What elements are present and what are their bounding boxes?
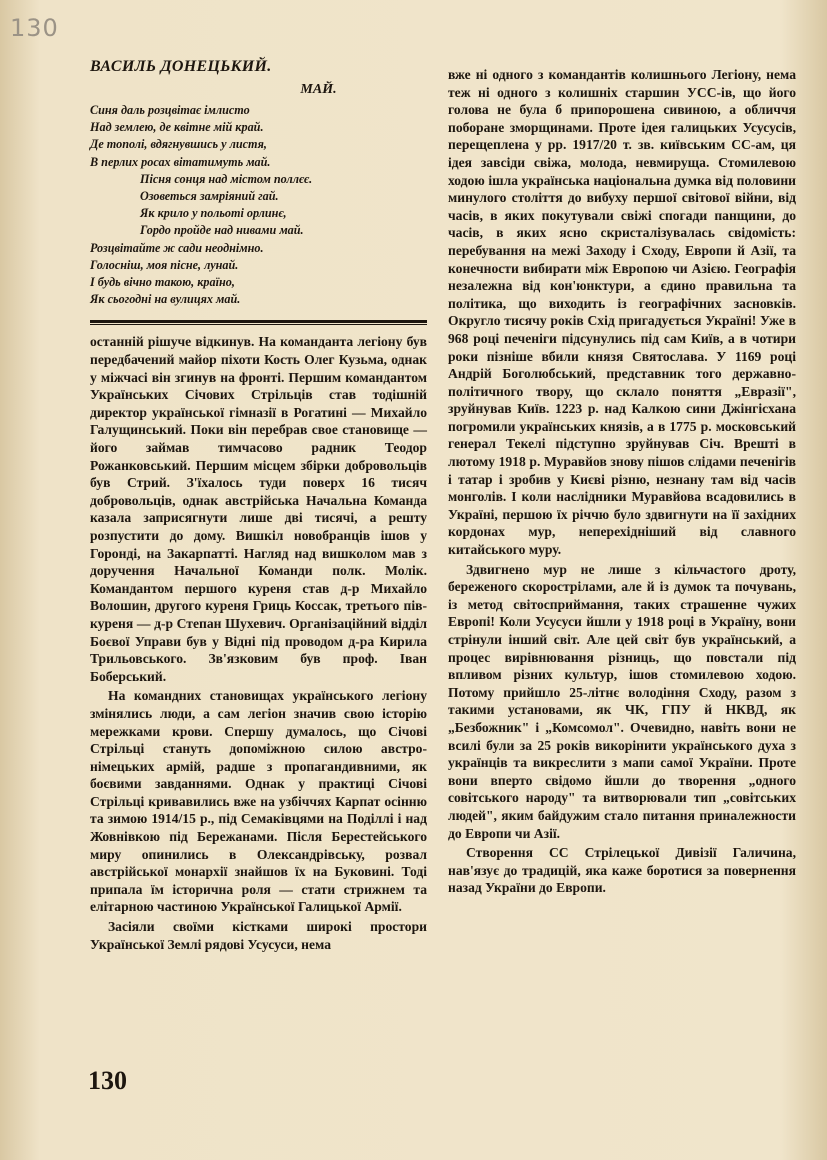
pencil-page-number: 130 [10,14,59,42]
article-paragraph: Створення СС Стрілецької Дивізії Галичина, нав'язує до традицій, яка каже боротися за повернення назад України до Европи. [448,845,796,896]
poem-line: Над землею, де квітне мій край. [90,120,264,135]
poem-line: Голосніш, моя пісне, лунай. [90,257,239,272]
article-paragraph: вже ні одного з командантів колишнього Легіону, нема теж ні одного з колишніх старшин УСС-ів, що його голова не була б припорошена сивиною, а обличчя поборане зморщинами. Проте ідея галицьких Усусусів, перещеплена у рр. 1917/20 т. зв. київським СС-ам, ця ідея завсіди свіжа, молода, невмируща. Стомилевою ходою ішла українська національна думка від половини минулого століття до вибуху першої світової війни, від часів, в яких покутували свіжі спогади панщини, до часів, в яких ясно скристалізувалась свідомість: перебування на межі Заходу і Сходу, Европи й Азії, та конечности вибирати між Европою чи Азією. Географія незалежна від кон'юнктури, а єдино правильна та політика, що виходить із географічних засновків. Округло тисячу років Схід пригадується Україні! Уже в 968 році печеніги підсунулись під сам Київ, а в чотири роки пізніше вбили князя Святослава. У 1169 році Андрій Боголюбський, представник того державно-політичного твору, що склало поняття „Евразії", зруйнував Київ. 1223 р. над Калкою сини Джінгісхана погромили українських князів, а в 1775 р. московський генерал Текелі підступно зруйнував Січ. Врешті в лютому 1918 р. Муравйов знову пішов слідами печенігів і татар і зробив у Києві різню, незнану там від часів монголів. І коли наслідники Муравйова всадовились в Україні, першою їх річчю було здвигнути на її західних кордонах мур, неперехідніший від славного китайського муру. [448,67,796,558]
article-paragraph: Засіяли своїми кістками широкі простори Української Землі рядові Усусуси, нема [90,919,427,952]
article-paragraph: Здвигнено мур не лише з кільчастого дроту, береженого скорострілами, але й із думок та почувань, із метод світосприймання, таких страшенне чужих Европі! Коли Усусуси йшли у 1918 році в Україну, вони стрінули інший світ. Але цей світ був український, а процес вирівнювання різниць, що повстали під впливом різних культур, ішов стомилевою ходою. Потому прийшло 25-літнє володіння Сходу, разом з такими установами, як ЧК, ГПУ й НКВД, як „Безбожник" і „Комсомол". Очевидно, навіть вони не всилі були за 25 років викорінити українського духа з українців та викреслити з мапи самої України. Проте вони вперто свідомо йшли до творення „одного совітського народу" та витворювали тип „совітських людей", яким байдужим стало питання приналежности до Европи чи Азії. [448,561,796,841]
poem-line: Озоветься замріяний гай. [140,189,279,204]
poem-title: МАЙ. [300,82,337,97]
poem-line: Як сьогодні на вулицях май. [90,292,241,307]
poem-divider [90,320,427,325]
poem-line: Де тополі, вдягнувшись у листя, [90,137,267,152]
poem-line: І будь вічно такою, країно, [90,275,235,290]
poem-line: Гордо пройде над нивами май. [140,223,304,238]
left-column [90,58,427,953]
poem-line: Як крило у польоті орлинє, [140,206,287,221]
poem-line: Розцвітайте ж сади неоднімно. [90,240,264,255]
article-paragraph: На командних становищах українського легіону змінялись люди, а сам легіон значив свою історію мережками крови. Спершу думалось, що Січові Стрільці стануть допоміжною силою австро-німецьких армій, радше з пропагандивними, як боєвими завданнями. Однак у практиці Січові Стрільці кривавились вже на узбіччях Карпат осінню та зимою 1914/15 р., під Семаківцями на Поділлі і над Жовнівкою під Бережанами. Після Берестейського миру опинились в Олександрівську, розвал австрійської монархії знайшов їх на Буковині. Тоді припала їм історична роля — стати стрижнем та елітарною частиною Української Галицької Армії. [90,688,427,915]
poem-line: Синя даль розцвітає імлисто [90,103,250,117]
poem-line: В перлих росах вітатимуть май. [90,154,271,169]
poem [90,102,427,308]
article-paragraph: останній рішуче відкинув. На команданта легіону був передбачений майор піхоти Кость Олег Кузьма, однак у міжчасі він згинув на фронті. Першим командантом Українських Січових Стрільців став тодішній директор української гімназії в Рогатині — Михайло Галущинський. Поки він перебрав свое становище — його займав тимчасово радник Теодор Рожанковський. Першим місцем збірки добровольців був Стрий. З'їхалось туди поверх 16 тисяч добровольців, однак австрійська Начальна Команда казала заприсягнути лише дві тисячі, а решту розпустити до дому. Вишкіл новобранців ішов у Горонді, на Закарпатті. Нагляд над вишколом мав з доручення Начальної Команди полк. Молік. Командантом першого куреня став д-р Михайло Волошин, другого куреня Гриць Коссак, третього пів-куреня — д-р Степан Шухевич. Організаційний відділ Боєвої Управи був у Відні під проводом д-ра Кирила Трильовського. Зв'язковим був проф. Іван Боберський. [90,334,427,684]
poem-line: Пісня сонця над містом поллєє. [140,171,313,186]
right-column [448,66,796,897]
poem-author: ВАСИЛЬ ДОНЕЦЬКИЙ. [90,58,272,75]
page-number: 130 [88,1066,127,1095]
